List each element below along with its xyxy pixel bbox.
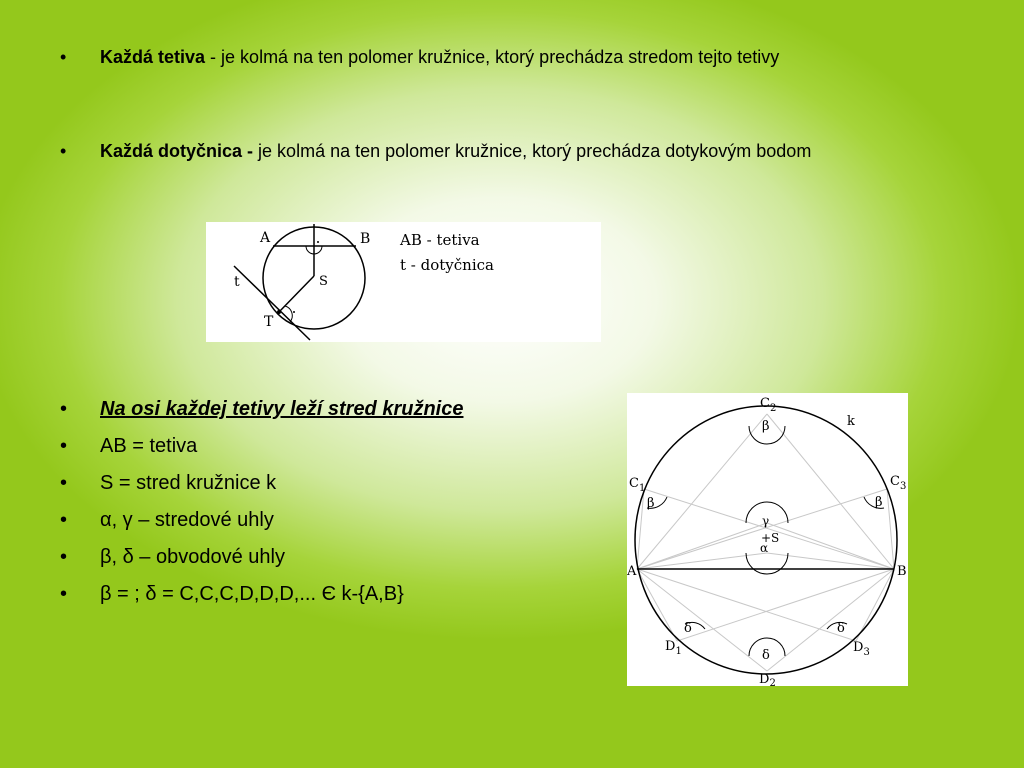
label-c2: $C_2$	[760, 396, 777, 414]
label-beta-c2: β	[762, 419, 770, 434]
chord-tangent-figure	[206, 222, 601, 342]
label-k: k	[847, 414, 855, 429]
bullet-text: S = stred kružnice k	[100, 472, 277, 494]
bullet-dot: •	[60, 141, 67, 161]
bullet-text: - je kolmá na ten polomer kružnice, ktorý prechádza stredom tejto tetivy	[205, 47, 780, 67]
label-a: A	[260, 230, 271, 246]
label-gamma: γ	[762, 514, 770, 528]
right-angle-dot	[317, 241, 319, 243]
list-item	[60, 432, 463, 469]
label-s: +S	[761, 531, 780, 545]
bullet-bold-term: Každá tetiva	[100, 47, 206, 67]
legend-tangent: t - dotyčnica	[400, 256, 494, 274]
inscribed-angle-figure	[627, 393, 908, 686]
label-s: S	[319, 274, 328, 289]
label-t-line: t	[234, 274, 240, 290]
label-d2: $D_2$	[759, 672, 776, 686]
bullet-dot: •	[60, 435, 68, 457]
list-item	[60, 506, 463, 543]
bullet-dot: •	[60, 472, 68, 494]
label-delta-d1: δ	[684, 621, 692, 636]
label-d1: $D_1$	[665, 639, 682, 657]
list-item	[60, 469, 463, 506]
right-angle-dot	[293, 311, 295, 313]
list-item	[60, 580, 463, 617]
properties-list	[60, 395, 463, 617]
bullet-text-emphasis: Na osi každej tetivy leží stred kružnice	[100, 398, 464, 420]
label-d3: $D_3$	[853, 640, 870, 658]
bullet-bold-term: Každá dotyčnica -	[100, 141, 254, 161]
bullet-text: β, δ – obvodové uhly	[100, 546, 285, 568]
chord-tangent-diagram	[206, 222, 601, 342]
legend-chord: AB - tetiva	[400, 231, 480, 249]
bullet-dot: •	[60, 398, 68, 420]
label-a: A	[627, 564, 637, 579]
label-delta-d2: δ	[762, 648, 770, 663]
list-item	[60, 543, 463, 580]
bullet-text: β = ; δ = C,C,C,D,D,D,... Є k-{A,B}	[100, 583, 404, 605]
label-b: B	[360, 231, 371, 247]
label-b: B	[897, 564, 907, 579]
label-c3: $C_3$	[890, 474, 907, 492]
label-c1: $C_1$	[629, 476, 646, 494]
bullet-text: AB = tetiva	[100, 435, 198, 457]
bullet-chord	[60, 45, 940, 69]
label-alpha: α	[760, 541, 769, 555]
inscribed-angle-diagram	[627, 393, 908, 686]
bullet-dot: •	[60, 509, 68, 531]
label-beta-c3: β	[875, 495, 883, 510]
label-beta-c1: β	[647, 496, 655, 511]
bullet-tangent	[60, 139, 940, 163]
bullet-dot: •	[60, 583, 68, 605]
point-t	[277, 310, 281, 314]
label-t-point: T	[264, 314, 274, 330]
bullet-dot: •	[60, 546, 68, 568]
radius-st	[279, 276, 314, 312]
list-item	[60, 395, 463, 432]
bullet-text: je kolmá na ten polomer kružnice, ktorý prechádza dotykovým bodom	[253, 141, 812, 161]
bullet-dot: •	[60, 47, 67, 67]
bullet-text: α, γ – stredové uhly	[100, 509, 274, 531]
label-delta-d3: δ	[837, 621, 845, 636]
